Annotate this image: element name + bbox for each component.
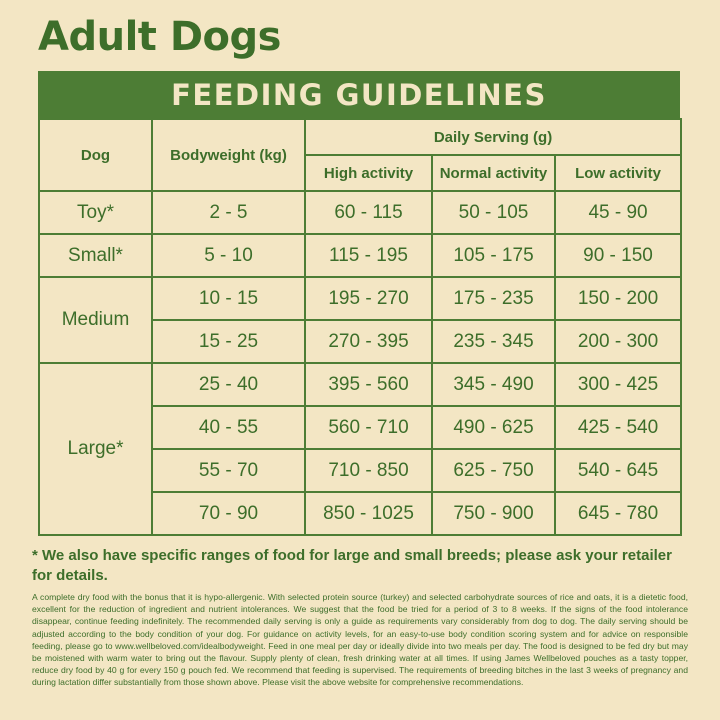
- normal-activity-cell: 50 - 105: [432, 191, 555, 234]
- breed-footnote: * We also have specific ranges of food for large and small breeds; please ask your retailer for details.: [32, 547, 672, 584]
- bodyweight-cell: 25 - 40: [152, 363, 305, 406]
- high-activity-cell: 710 - 850: [305, 449, 432, 492]
- header-high-activity: High activity: [305, 155, 432, 191]
- bodyweight-cell: 5 - 10: [152, 234, 305, 277]
- feeding-table-container: [38, 71, 680, 536]
- normal-activity-cell: 490 - 625: [432, 406, 555, 449]
- table-row: [39, 277, 681, 320]
- bodyweight-cell: 10 - 15: [152, 277, 305, 320]
- header-low-activity: Low activity: [555, 155, 681, 191]
- banner-title: FEEDING GUIDELINES: [171, 77, 547, 112]
- high-activity-cell: 195 - 270: [305, 277, 432, 320]
- low-activity-cell: 645 - 780: [555, 492, 681, 535]
- product-description: A complete dry food with the bonus that it is hypo-allergenic. With selected protein source (turkey) and selected carbohydrate sources of rice and oats, it is a dietetic food, excellent for the reduction of ingredient and nutrient intolerances. We suggest that the food be tried for a period of 3 to 8 weeks. If the signs of the food intolerance disappear, continue feeding indefinitely. The recommended daily serving is only a guide as requirements vary considerably from dog to dog. The daily serving should be adjusted according to the body condition of your dog. For guidance on activity levels, for an easy-to-use body condition scoring system and for advice on responsible feeding, please go to www.wellbeloved.com/idealbodyweight. Feed in one meal per day or ideally divide into two meals per day. The food is designed to be fed dry but may be moistened with warm water to bring out the flavour. Supply plenty of clean, fresh drinking water at all times. If using James Wellbeloved pouches as a tasty topper, reduce dry food by 40 g for every 150 g pouch fed. We recommend that feeding is supervised. The requirements of breeding bitches in the last 3 weeks of pregnancy and during lactation differ substantially from those shown above. Please visit the above website for comprehensive recommendations.: [32, 592, 688, 688]
- normal-activity-cell: 750 - 900: [432, 492, 555, 535]
- low-activity-cell: 425 - 540: [555, 406, 681, 449]
- normal-activity-cell: 175 - 235: [432, 277, 555, 320]
- dog-size-cell: Medium: [39, 277, 152, 363]
- table-row: [39, 363, 681, 406]
- normal-activity-cell: 625 - 750: [432, 449, 555, 492]
- normal-activity-cell: 105 - 175: [432, 234, 555, 277]
- high-activity-cell: 60 - 115: [305, 191, 432, 234]
- dog-size-cell: Toy*: [39, 191, 152, 234]
- table-row: [39, 234, 681, 277]
- high-activity-cell: 395 - 560: [305, 363, 432, 406]
- header-dog: Dog: [39, 119, 152, 191]
- page-title: Adult Dogs: [38, 14, 281, 60]
- low-activity-cell: 45 - 90: [555, 191, 681, 234]
- low-activity-cell: 150 - 200: [555, 277, 681, 320]
- low-activity-cell: 90 - 150: [555, 234, 681, 277]
- dog-size-cell: Large*: [39, 363, 152, 535]
- bodyweight-cell: 55 - 70: [152, 449, 305, 492]
- high-activity-cell: 850 - 1025: [305, 492, 432, 535]
- header-bodyweight: Bodyweight (kg): [152, 119, 305, 191]
- bodyweight-cell: 15 - 25: [152, 320, 305, 363]
- table-row: [39, 191, 681, 234]
- bodyweight-cell: 2 - 5: [152, 191, 305, 234]
- normal-activity-cell: 345 - 490: [432, 363, 555, 406]
- feeding-table: [38, 118, 682, 536]
- header-daily-serving: Daily Serving (g): [305, 119, 681, 155]
- feeding-guidelines-banner: [38, 71, 680, 118]
- low-activity-cell: 300 - 425: [555, 363, 681, 406]
- low-activity-cell: 200 - 300: [555, 320, 681, 363]
- high-activity-cell: 115 - 195: [305, 234, 432, 277]
- bodyweight-cell: 70 - 90: [152, 492, 305, 535]
- bodyweight-cell: 40 - 55: [152, 406, 305, 449]
- high-activity-cell: 560 - 710: [305, 406, 432, 449]
- header-normal-activity: Normal activity: [432, 155, 555, 191]
- low-activity-cell: 540 - 645: [555, 449, 681, 492]
- high-activity-cell: 270 - 395: [305, 320, 432, 363]
- normal-activity-cell: 235 - 345: [432, 320, 555, 363]
- dog-size-cell: Small*: [39, 234, 152, 277]
